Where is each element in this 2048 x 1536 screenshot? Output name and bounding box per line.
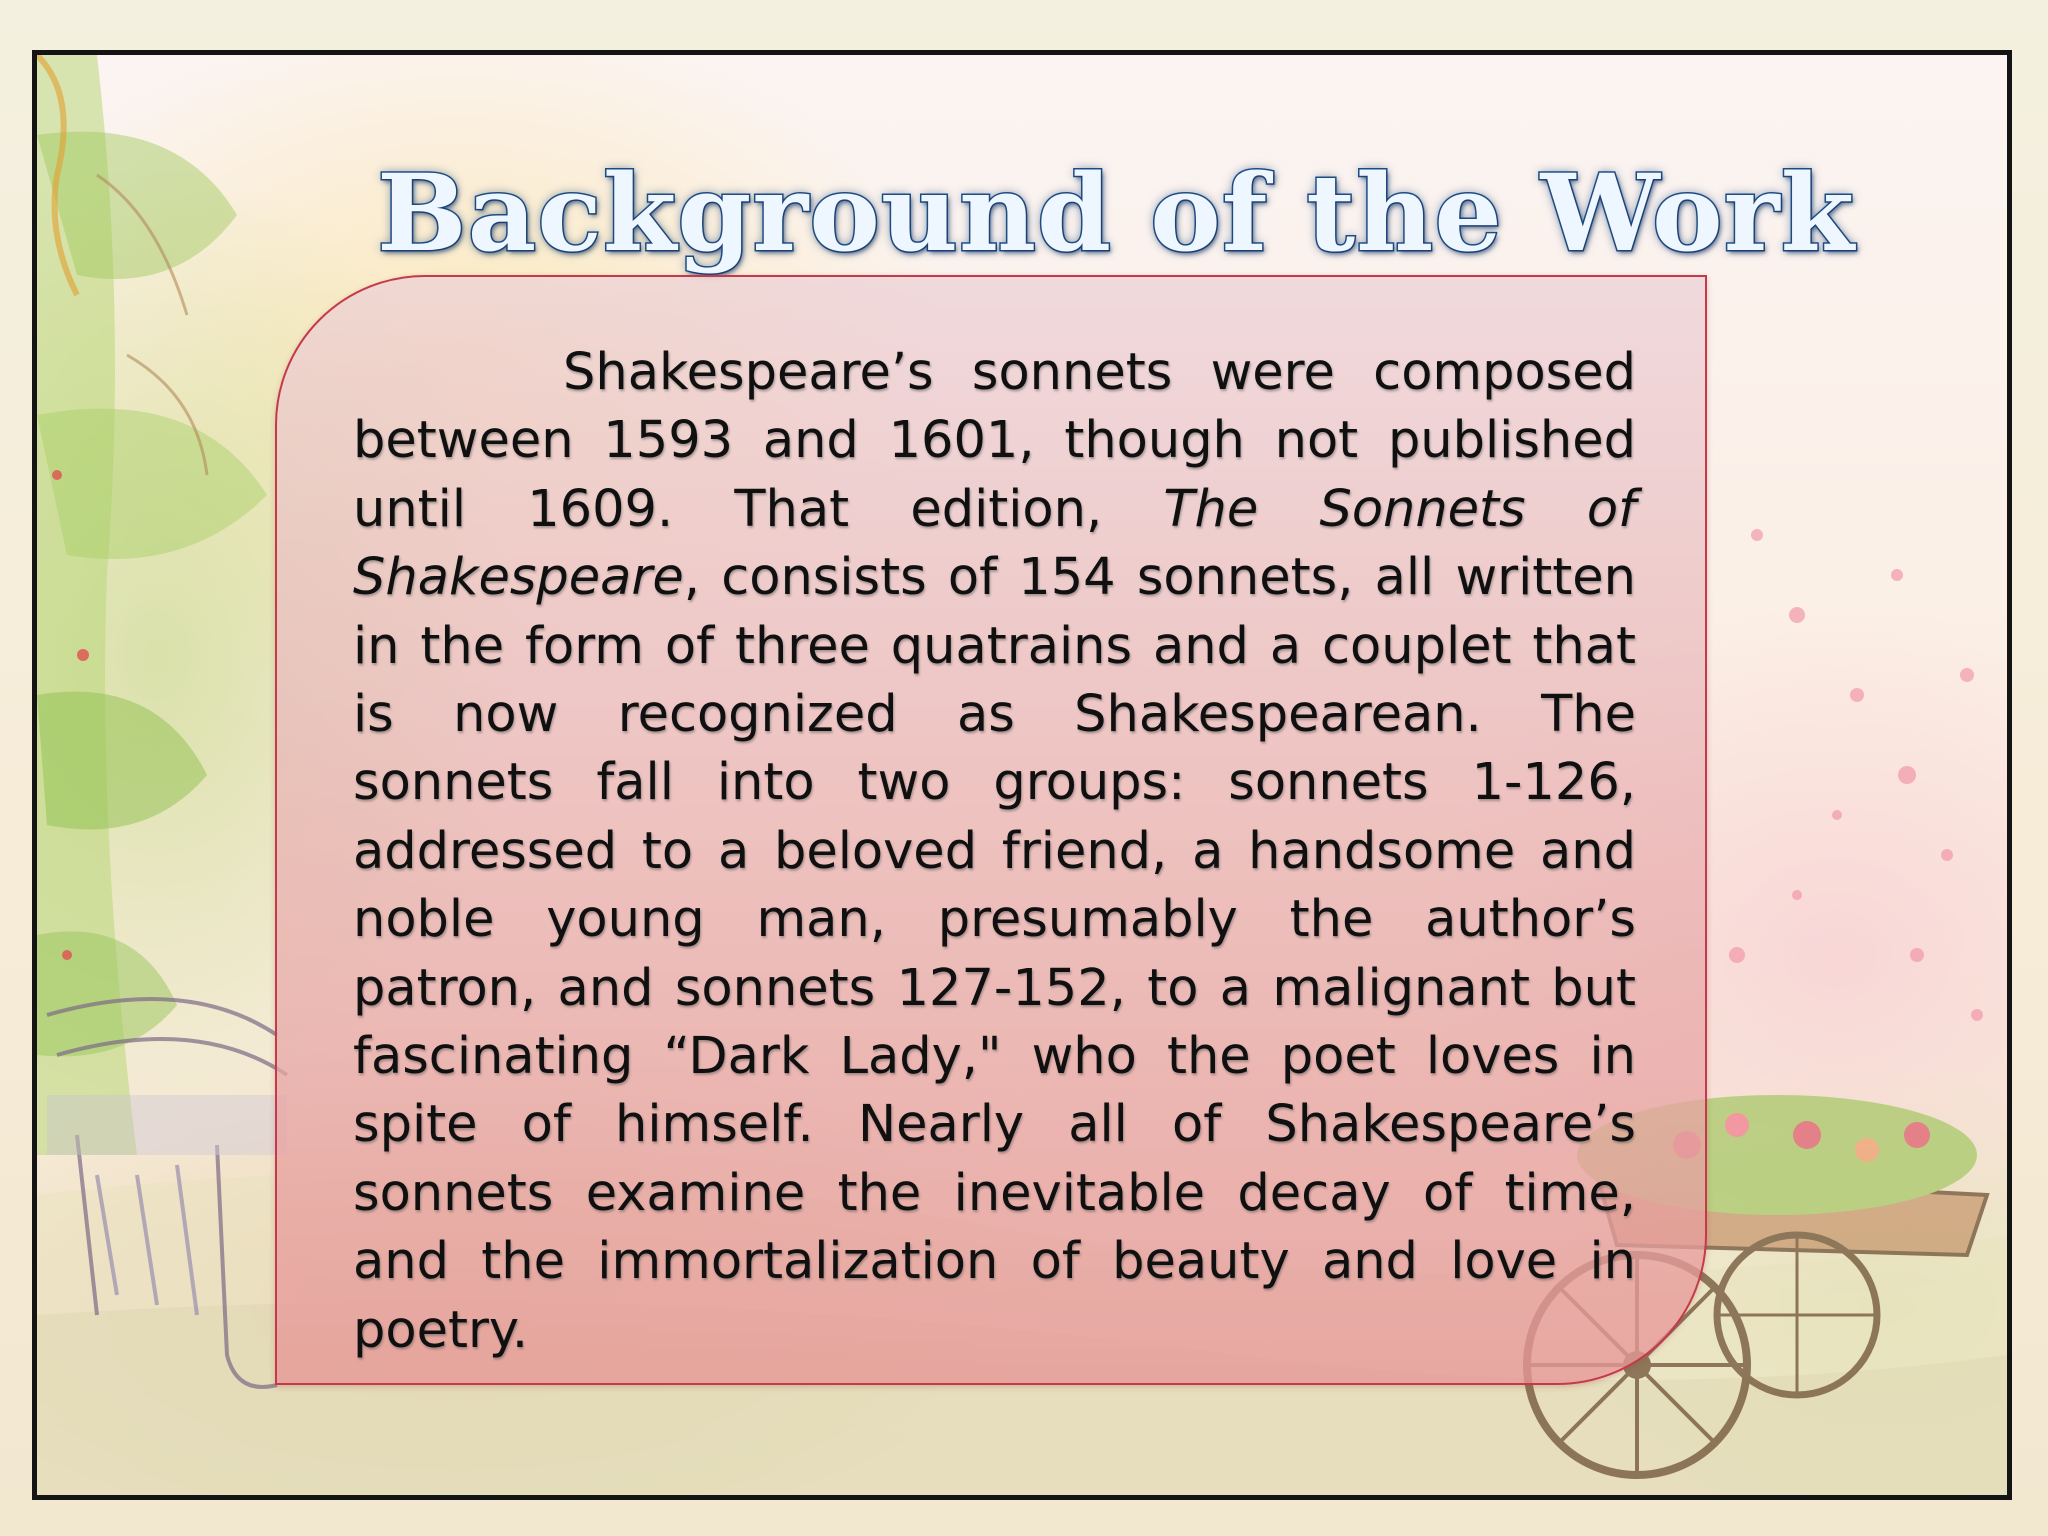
text-panel [275,275,1707,1385]
body-paragraph [353,339,1636,1365]
tree-illustration [37,55,267,1155]
body-text-part-1: Shakespeare’s sonnets were composed between 1593 and 1601, though not published until 1609. That edition, [353,343,1636,539]
slide-frame [32,50,2012,1500]
body-text-part-2: , consists of 154 sonnets, all written in the form of three quatrains and a couplet that is now recognized as Shakespearean. The sonnets fall into two groups: sonnets 1-126, addressed to a beloved friend, a handsome and noble young man, presumably the author’s patron, and sonnets 127-152, to a malignant but fascinating “Dark Lady," who the poet loves in spite of himself. Nearly all of Shakespeare’s sonnets examine the inevitable decay of time, and the immortalization of beauty and love in poetry. [353,548,1636,1360]
slide-title: Background of the Work [377,150,1856,275]
italic-book-title: The Sonnets of Shakespeare [353,479,1636,608]
pink-petals-illustration [1729,529,1983,1021]
